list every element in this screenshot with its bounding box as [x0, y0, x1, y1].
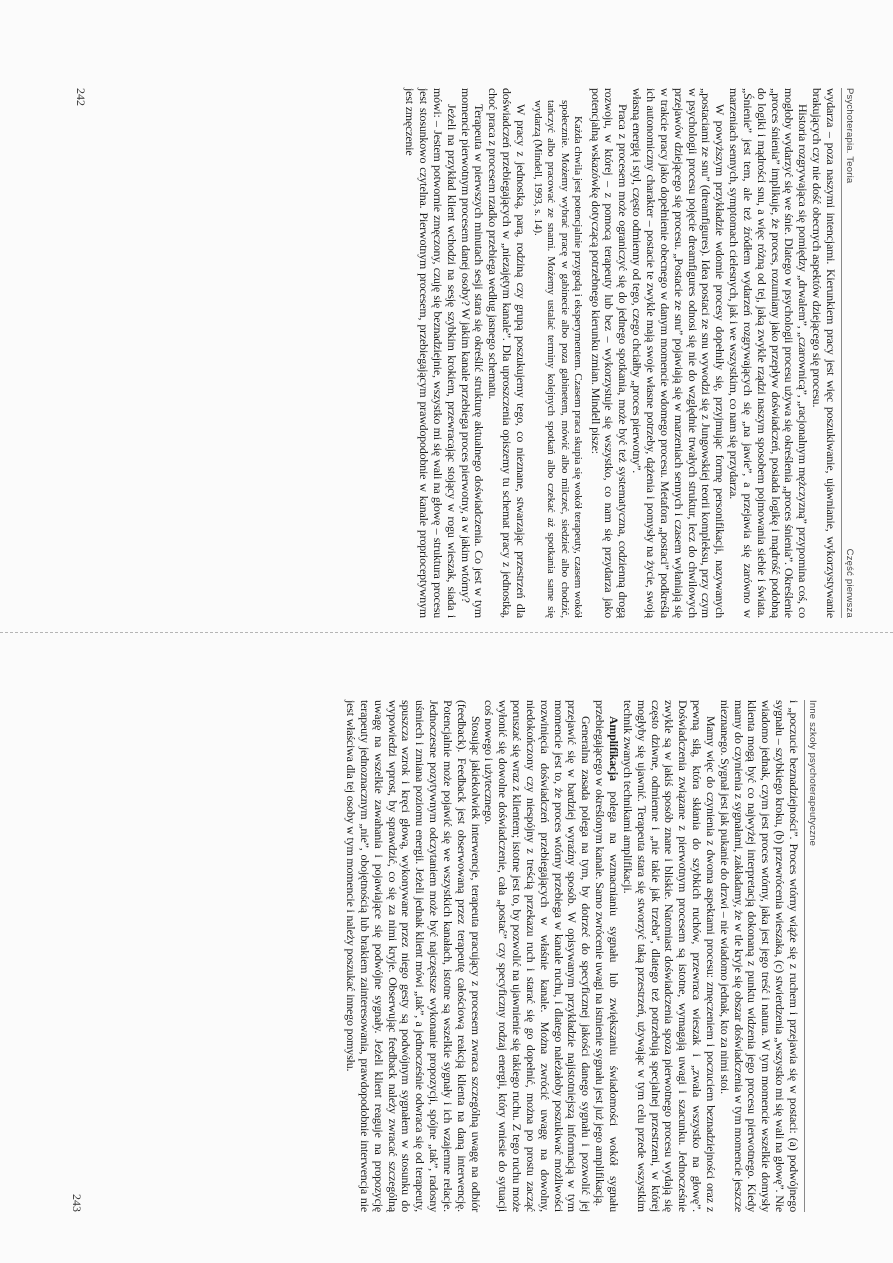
paragraph: Jeżeli na przykład klient wchodzi na sesję szybkim krokiem, przewracając stojący w rogu wieszak, siada i mówi: – Jestem potwornie zmęczony, czuję się beznadziejnie, wszystko mi się wali na głowę – struktura procesu jest stosunkowo czytelna. Pierwotnym procesem, przebiegającym prawdopodobnie w kanale proprioceptywnym jest zmęczenie	[403, 88, 459, 618]
paragraph: Historia rozgrywająca się pomiędzy „drwalem”, „czarownicą”, „racjonalnym mężczyzną” przypomina coś, co mogłoby wydarzyć się we śnie. Dlatego w psychologii procesu używa się określenia „proces śnienia”. Określenie „proces śnienia” implikuje, że proces, rozumiany jako przepływ doświadczeń, posiada logikę i mądrość podobną do logiki i mądrości snu, a więc różną od tej, jaką zwykle rządzi naszym sposobem pojmowania siebie i świata. „Śnienie” jest tem, ale też źródłem wydarzeń rozgrywających się „na jawie”, a przejawia się zarówno w marzeniach sennych, symptomach cielesnych, jak i we wszystkim, co nam się przydarza.	[727, 88, 811, 618]
bold-term: Amplifikacja	[607, 716, 622, 781]
page-body	[402, 88, 837, 618]
running-head	[841, 88, 855, 618]
page-divider	[0, 632, 893, 633]
page-number: 242	[74, 88, 88, 106]
right-page	[70, 700, 818, 1212]
paragraph: W pracy z jednostką, parą, rodziną czy grupą poszukujemy tego, co nieznane, stwarzając przestrzeń dla doświadczeń przebiegających w „niezajętym kanale”. Dla uproszczenia opiszemy tu schemat pracy z jednostką, choć praca z procesem rzadko przebiega według jasnego schematu.	[486, 88, 528, 618]
paragraph: Stosując jakiekolwiek interwencje, terapeuta pracujący z procesem zwraca szczególną uwagę na odbiór (feedback). Feedback jest obserwowaną przez terapeutę całościową reakcją klienta na daną interwencję. Potencjalnie może pojawić się we wszystkich kanałach, istotne są wszelkie sygnały i ich wzajemne relacje. Jednoczesne pozytywnym odczytaniem może być najczęstsze wykonanie propozycji, spójne „tak”, radosny uśmiech i zmiana poziomu energii. Jeżeli jednak klient mówi „tak”, a jednocześnie odwraca się od terapeuty, spuszcza wzrok i kręci głową, wykonywane przez niego gesty są podwójnym sygnałem w stosunku do wypowiedzi wprost, by sprawdzić, co się za nimi kryje. Obserwując feedback należy zwracać szczególną uwagę na wszelkie zawahania i pojawiające się podwójne sygnały. Jeżeli klient reaguje na propozycję terapeuty jednoznacznym „nie”, obojętnością lub brakiem zainteresowania, prawdopodobnie interwencja nie jest właściwa dla tej osoby w tym momencie i należy poszukać innego pomysłu.	[344, 700, 483, 1212]
page-number: 243	[70, 1194, 84, 1212]
paragraph: i „poczucie beznadziejności”. Proces wtórny wiąże się z ruchem i przejawia się w postaci: (a) podwójnego sygnału – szybkiego kroku, (b) przewrócenia wieszaka, (c) stwierdzenia „wszystko mi się wali na głowę”. Nie wiadomo jednak, czym jest proces wtórny, jaka jest jego treść i natura. W tym momencie wszelkie domysły klienta mogą być co najwyżej interpretacją dokonaną z punktu widzenia jego procesu pierwotnego. Kiedy mamy do czynienia z sygnałami, zakładamy, że w tle kryje się obszar doświadczenia w tym momencie jeszcze nieznanego. Sygnał jest jak pukanie do drzwi – nie wiadomo jednak, kto za nimi stoi.	[717, 700, 801, 1212]
running-head-left: Psychoterapia. Teoria	[844, 88, 855, 184]
paragraph: Praca z procesem może ograniczyć się do jednego spotkania, może być też systematyczna, codzienną drogą rozwoju, w której – z pomocą terapeuty lub bez – wykorzystuje się wszystko, co nam się przydarza jako potencjalną wskazówkę dotyczącą potrzebnego kierunku zmian. Mindell pisze:	[588, 88, 631, 618]
paragraph: wydarza – poza naszymi intencjami. Kierunkiem pracy jest więc poszukiwanie, ujawnianie, wykorzystywanie brakujących czy nie dość obecnych aspektów dziejącego się procesu.	[810, 88, 838, 618]
running-head	[804, 700, 818, 1212]
block-quote: Każda chwila jest potencjalnie przygodą i eksperymentem. Czasem praca skupia się wokół terapeuty, czasem wokół społecznie. Możemy wybrać pracę w gabinecie albo poza gabinetem, mówić albo milczeć, siedzieć albo chodzić, tańczyć albo pracować ze snami. Możemy ustalać terminy kolejnych spotkań albo czekać aż spotkania same się wydarzą (Mindell, 1993, s. 14).	[532, 100, 584, 618]
paragraph: Generalna zasada polega na tym, by dotrzeć do specyficznej jakości danego sygnału i pozwolić jej przejawić się w bardziej wyraźny sposób. W opisywanym przykładzie najistotniejszą informacją w tym momencie jest to, że proces wtórny przebiega w kanale ruchu, i dlatego należałoby poszukiwać możliwości rozwinięcia doświadczeń przebiegających w właśnie kanale. Można zwrócić uwagę na dowolny, niedokończony czy niespójny z treścią przekazu ruch i starać się go dopełnić, można po prostu zacząć poruszać się wraz z klientem; istotne jest to, by pozwolić na ujawnienie się takiego ruchu. Z tego ruchu może wyłonić się dowolne doświadczenie, cała „postać” czy specyficzny rodzaj energii, który wniesie do sytuacji coś nowego i użytecznego.	[482, 700, 594, 1212]
paragraph: Terapeuta w pierwszych minutach sesji stara się określić strukturę aktualnego doświadczenia. Co jest w tym momencie pierwotnym procesem danej osoby? W jakim kanale przebiega proces pierwotny, a w jakim wtórny?	[458, 88, 487, 618]
paragraph: W powyższym przykładzie wdomie procesy dopełniły się, przyjmując formę personifikacji, nazywanych „postaciami ze snu” (dreamfigures). Idea postaci ze snu wywodzi się z Jungowskiej teorii kompleksu, przy czym w psychologii procesu pojęcie dreamfigures odnosi się nie do względnie trwałych struktur, lecz do chwilowych przejawów dziejącego się procesu. „Postacie ze snu” pojawiają się w marzeniach sennych i czasem wyłaniają się w trakcie pracy jako dopełnienie obecnego w danym momencie wdomego procesu. Metafora „postaci” podkreśla ich autonomiczny charakter – postacie te zwykle mają swoje własne potrzeby, dążenia i pomysły na życie, swoją własną energię i styl, często odmienny od tego, czego chciałby „proces pierwotny”.	[630, 88, 728, 618]
page-body	[343, 700, 800, 1212]
running-head-left: Inne szkoły psychoterapeutyczne	[807, 700, 818, 847]
running-head-right: Część pierwsza	[844, 548, 855, 618]
paragraph-amplification: Amplifikacja polega na wzmacnianiu sygnału lub zwiększaniu świadomości wokół sygnału przebiegającego w określonym kanale. Samo zwrócenie uwagi na istnienie sygnału jest już jego amplifikacją.	[593, 700, 622, 1212]
paragraph: Mamy więc do czynienia z dwoma aspektami procesu: zmęczeniem i poczuciem beznadziejności oraz z pewną siłą, która skłania do szybkich ruchów, przewraca wieszak i „zwala wszystko na głowę”. Doświadczenia związane z pierwotnym procesem są istotne, wymagają uwagi i szacunku. Jednocześnie zwykle są w jakiś sposób znane i bliskie. Natomiast doświadczenia spoza pierwotnego procesu wydają się często dziwne, odmienne i „nie takie jak trzeba”, dlatego też potrzebują specjalnej przestrzeni, w której mogłyby się ujawnić. Terapeuta stara się stworzyć taką przestrzeń, używając w tym celu przede wszystkim technik zwanych technikami amplifikacji.	[620, 700, 718, 1212]
left-page	[74, 88, 855, 618]
